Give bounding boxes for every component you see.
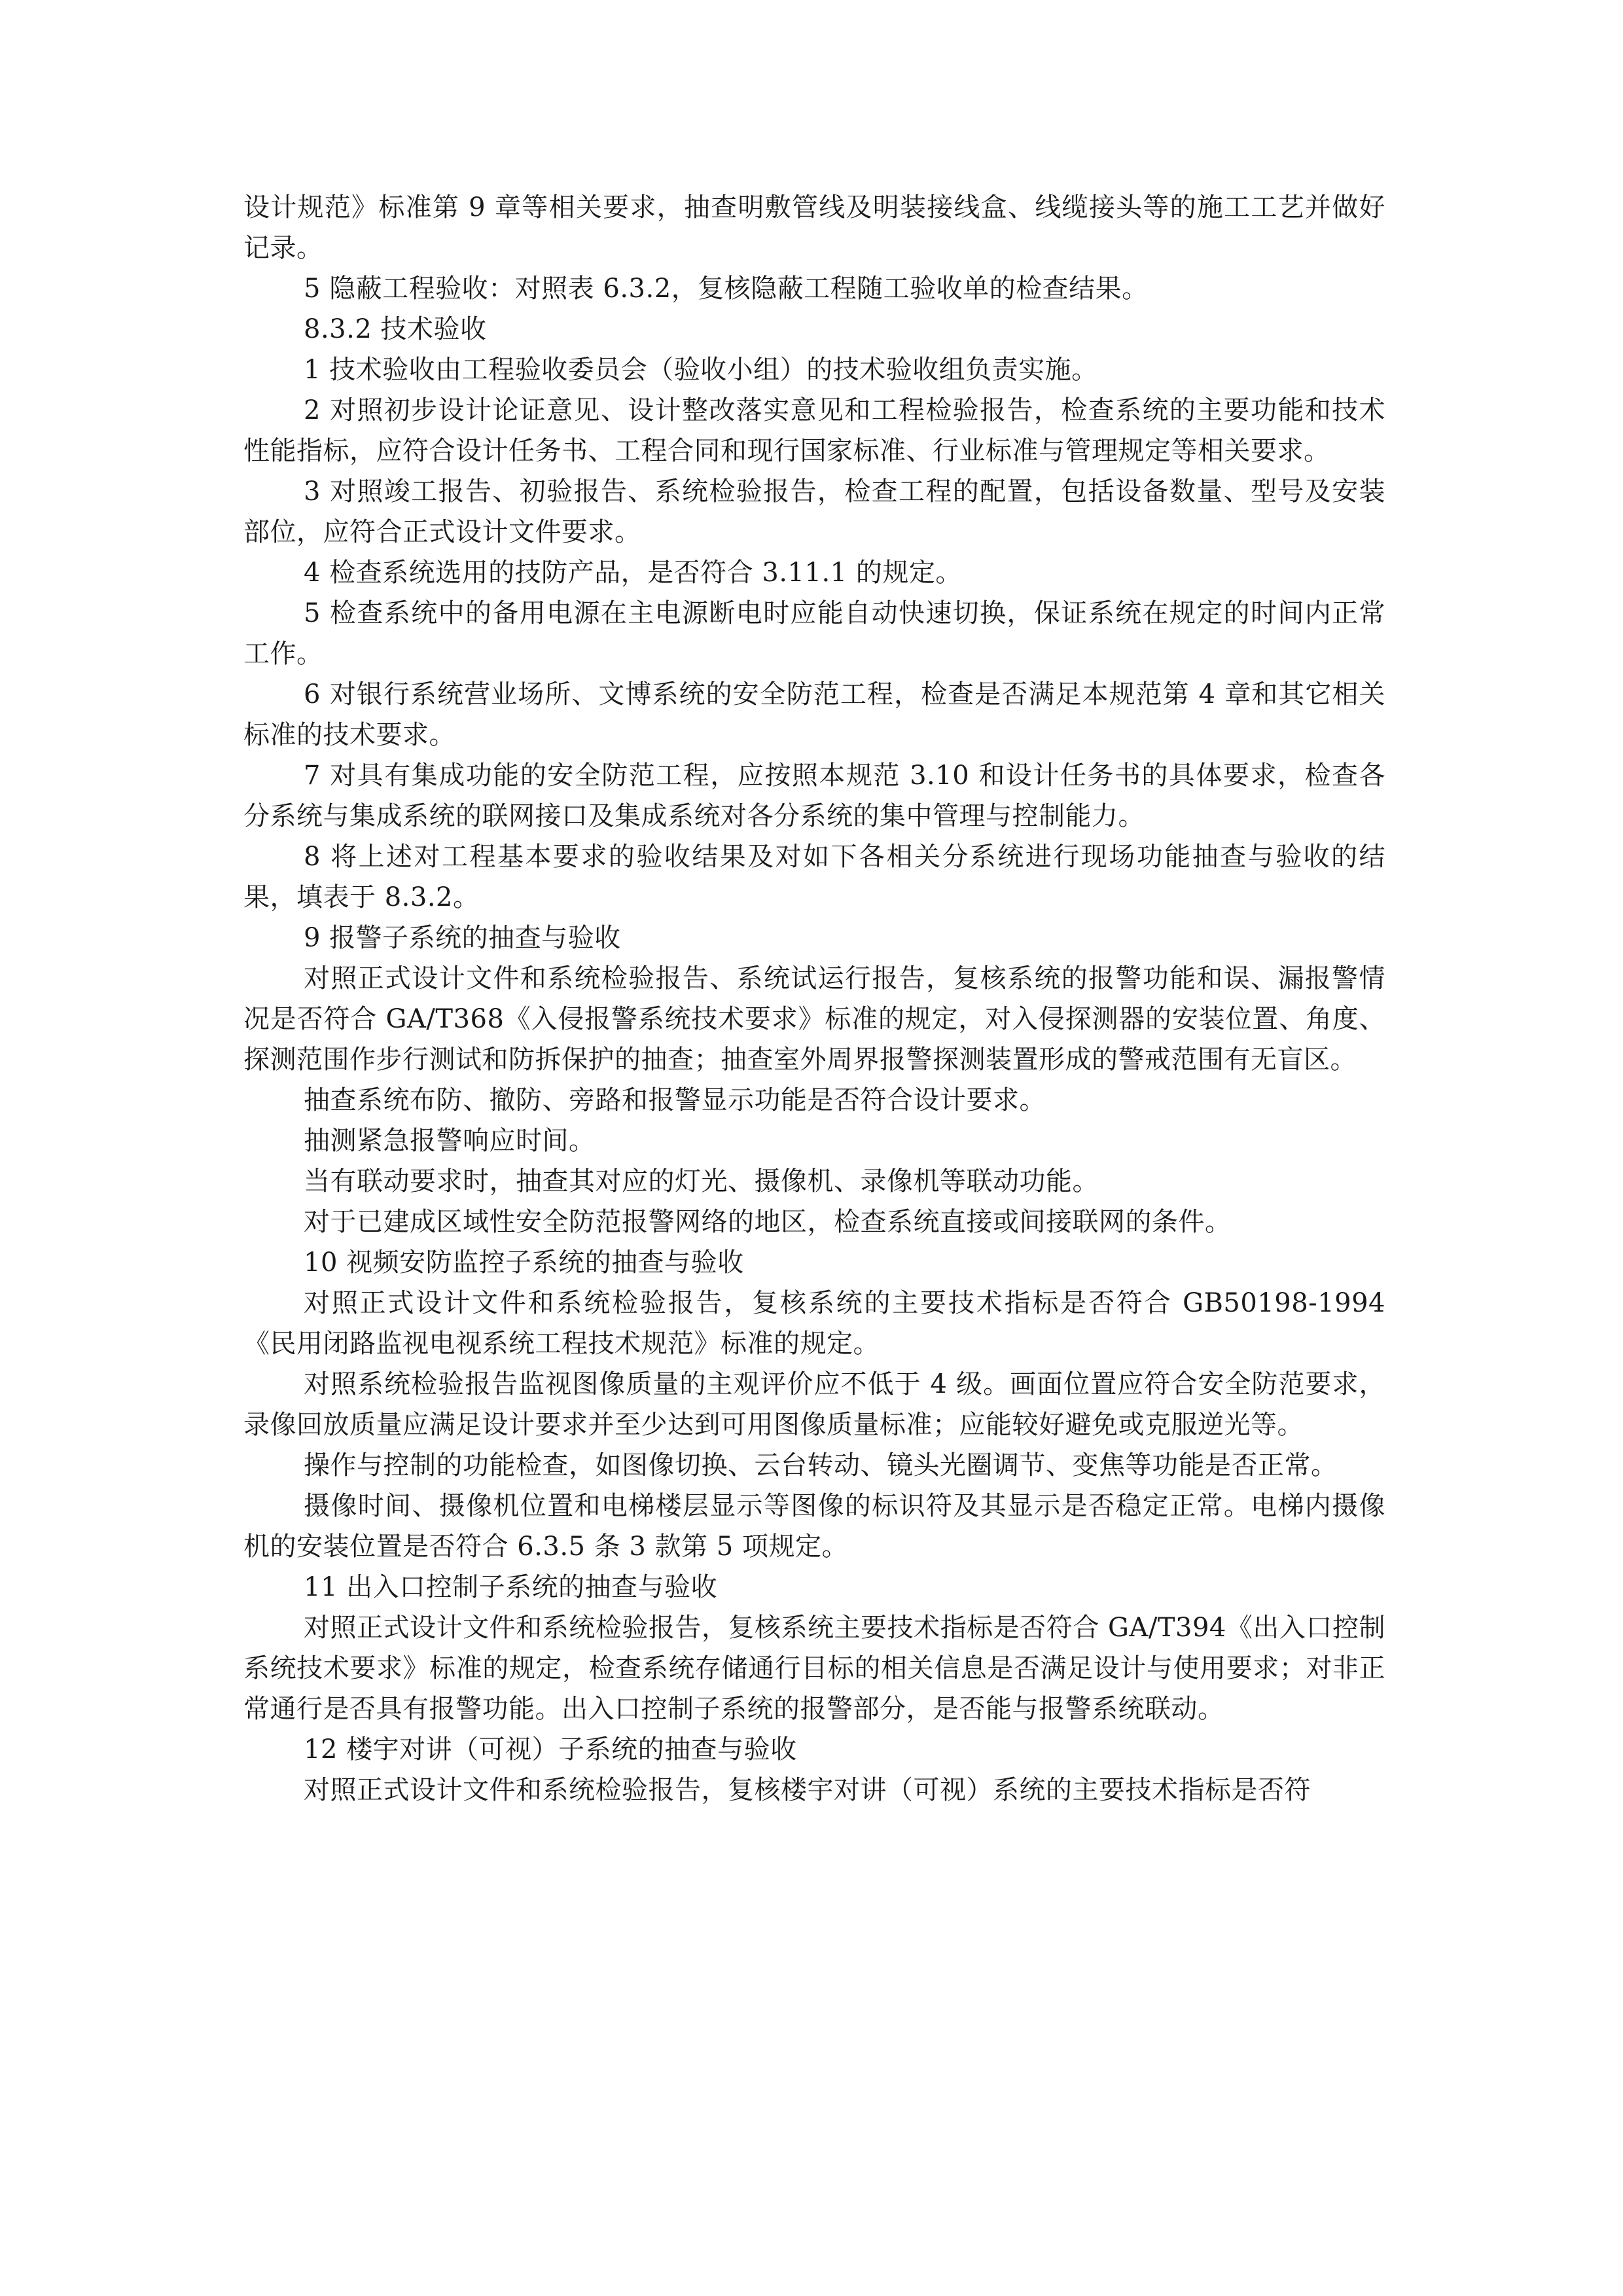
paragraph-5: 3 对照竣工报告、初验报告、系统检验报告，检查工程的配置，包括设备数量、型号及安装部位，应符合正式设计文件要求。 xyxy=(243,476,1385,547)
paragraph-8: 6 对银行系统营业场所、文博系统的安全防范工程，检查是否满足本规范第 4 章和其它相关标准的技术要求。 xyxy=(243,679,1385,750)
paragraph-15: 当有联动要求时，抽查其对应的灯光、摄像机、录像机等联动功能。 xyxy=(304,1166,1099,1196)
paragraph-18: 对照正式设计文件和系统检验报告，复核系统的主要技术指标是否符合 GB50198-1994《民用闭路监视电视系统工程技术规范》标准的规定。 xyxy=(243,1288,1385,1359)
paragraph-13: 抽查系统布防、撤防、旁路和报警显示功能是否符合设计要求。 xyxy=(304,1085,1046,1115)
paragraph-12: 对照正式设计文件和系统检验报告、系统试运行报告，复核系统的报警功能和误、漏报警情况是否符合 GA/T368《入侵报警系统技术要求》标准的规定，对入侵探测器的安装位置、角度、探测范围作步行测试和防拆保护的抽查；抽查室外周界报警探测装置形成的警戒范围有无盲区。 xyxy=(243,963,1385,1075)
paragraph-14: 抽测紧急报警响应时间。 xyxy=(304,1126,596,1156)
paragraph-10: 8 将上述对工程基本要求的验收结果及对如下各相关分系统进行现场功能抽查与验收的结果，填表于 8.3.2。 xyxy=(243,842,1385,912)
paragraph-9: 7 对具有集成功能的安全防范工程，应按照本规范 3.10 和设计任务书的具体要求，检查各分系统与集成系统的联网接口及集成系统对各分系统的集中管理与控制能力。 xyxy=(243,761,1385,831)
paragraph-3: 1 技术验收由工程验收委员会（验收小组）的技术验收组负责实施。 xyxy=(304,355,1098,385)
paragraph-21: 摄像时间、摄像机位置和电梯楼层显示等图像的标识符及其显示是否稳定正常。电梯内摄像机的安装位置是否符合 6.3.5 条 3 款第 5 项规定。 xyxy=(243,1491,1385,1562)
section-heading-8-3-2: 8.3.2 技术验收 xyxy=(304,314,487,344)
paragraph-0: 设计规范》标准第 9 章等相关要求，抽查明敷管线及明装接线盒、线缆接头等的施工工艺并做好记录。 xyxy=(243,192,1385,263)
paragraph-1: 5 隐蔽工程验收：对照表 6.3.2，复核隐蔽工程随工验收单的检查结果。 xyxy=(304,274,1149,304)
paragraph-25: 对照正式设计文件和系统检验报告，复核楼宇对讲（可视）系统的主要技术指标是否符 xyxy=(304,1775,1311,1805)
paragraph-6: 4 检查系统选用的技防产品，是否符合 3.11.1 的规定。 xyxy=(304,558,962,588)
paragraph-4: 2 对照初步设计论证意见、设计整改落实意见和工程检验报告，检查系统的主要功能和技术性能指标，应符合设计任务书、工程合同和现行国家标准、行业标准与管理规定等相关要求。 xyxy=(243,395,1385,466)
paragraph-16: 对于已建成区域性安全防范报警网络的地区，检查系统直接或间接联网的条件。 xyxy=(304,1207,1232,1237)
subsection-heading-alarm: 9 报警子系统的抽查与验收 xyxy=(304,923,621,953)
document-body xyxy=(243,187,1385,1810)
paragraph-7: 5 检查系统中的备用电源在主电源断电时应能自动快速切换，保证系统在规定的时间内正常工作。 xyxy=(243,598,1385,669)
paragraph-23: 对照正式设计文件和系统检验报告，复核系统主要技术指标是否符合 GA/T394《出入口控制系统技术要求》标准的规定，检查系统存储通行目标的相关信息是否满足设计与使用要求；对非正常通行是否具有报警功能。出入口控制子系统的报警部分，是否能与报警系统联动。 xyxy=(243,1613,1385,1724)
subsection-heading-intercom: 12 楼宇对讲（可视）子系统的抽查与验收 xyxy=(304,1734,797,1765)
subsection-heading-access-control: 11 出入口控制子系统的抽查与验收 xyxy=(304,1572,718,1602)
subsection-heading-video: 10 视频安防监控子系统的抽查与验收 xyxy=(304,1247,744,1278)
paragraph-19: 对照系统检验报告监视图像质量的主观评价应不低于 4 级。画面位置应符合安全防范要求，录像回放质量应满足设计要求并至少达到可用图像质量标准；应能较好避免或克服逆光等。 xyxy=(243,1369,1385,1440)
paragraph-20: 操作与控制的功能检查，如图像切换、云台转动、镜头光圈调节、变焦等功能是否正常。 xyxy=(304,1450,1338,1480)
